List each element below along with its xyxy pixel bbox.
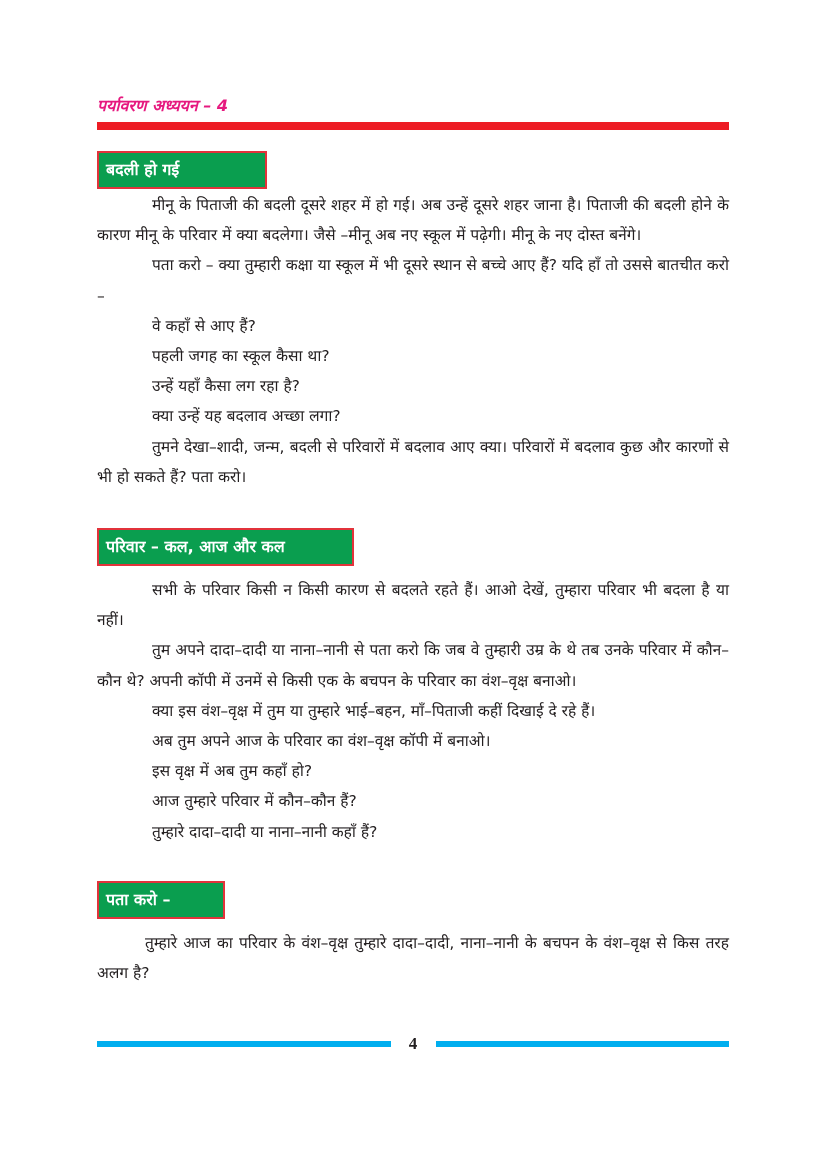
paragraph: मीनू के पिताजी की बदली दूसरे शहर में हो गई। अब उन्हें दूसरे शहर जाना है। पिताजी की बदली होने के कारण मीनू के परिवार में क्या बदलेगा। जैसे –मीनू अब नए स्कूल में पढ़ेगी। मीनू के नए दोस्त बनेंगे। — [97, 196, 729, 245]
question: क्या उन्हें यह बदलाव अच्छा लगा? — [152, 407, 341, 426]
section-transfer-body — [97, 190, 729, 492]
section-heading-transfer: बदली हो गई — [97, 151, 267, 189]
question: उन्हें यहाँ कैसा लग रहा है? — [152, 377, 300, 396]
footer-bar-left — [97, 1041, 391, 1047]
paragraph: पता करो – क्या तुम्हारी कक्षा या स्कूल में भी दूसरे स्थान से बच्चे आए हैं? यदि हाँ तो उससे बातचीत करो – — [97, 256, 729, 305]
question: इस वृक्ष में अब तुम कहाँ हो? — [152, 762, 313, 781]
paragraph: सभी के परिवार किसी न किसी कारण से बदलते रहते हैं। आओ देखें, तुम्हारा परिवार भी बदला है या नहीं। — [97, 581, 729, 630]
header-divider — [97, 122, 729, 130]
paragraph: तुम अपने दादा–दादी या नाना–नानी से पता करो कि जब वे तुम्हारी उम्र के थे तब उनके परिवार में कौन–कौन थे? अपनी कॉपी में उनमें से किसी एक के बचपन के परिवार का वंश–वृक्ष बनाओ। — [97, 641, 729, 690]
paragraph: तुमने देखा–शादी, जन्म, बदली से परिवारों में बदलाव आए क्या। परिवारों में बदलाव कुछ और कारणों से भी हो सकते हैं? पता करो। — [97, 437, 729, 486]
page-number: 4 — [408, 1034, 418, 1053]
footer-bar-right — [436, 1041, 729, 1047]
section-family-body — [97, 575, 729, 847]
question: वे कहाँ से आए हैं? — [152, 316, 256, 335]
question: आज तुम्हारे परिवार में कौन–कौन हैं? — [152, 792, 357, 811]
question: तुम्हारे दादा–दादी या नाना–नानी कहाँ हैं? — [152, 822, 378, 841]
section-find-out-body — [97, 928, 729, 988]
running-header-title: पर्यावरण अध्ययन – 4 — [97, 96, 229, 115]
section-heading-find-out: पता करो – — [97, 881, 225, 919]
question: अब तुम अपने आज के परिवार का वंश–वृक्ष कॉपी में बनाओ। — [152, 732, 491, 751]
section-heading-family: परिवार – कल, आज और कल — [97, 528, 354, 566]
question: पहली जगह का स्कूल कैसा था? — [152, 347, 330, 366]
question: क्या इस वंश–वृक्ष में तुम या तुम्हारे भाई–बहन, माँ–पिताजी कहीं दिखाई दे रहे हैं। — [152, 701, 596, 720]
paragraph: तुम्हारे आज का परिवार के वंश–वृक्ष तुम्हारे दादा–दादी, नाना–नानी के बचपन के वंश–वृक्ष से किस तरह अलग है? — [97, 934, 729, 983]
